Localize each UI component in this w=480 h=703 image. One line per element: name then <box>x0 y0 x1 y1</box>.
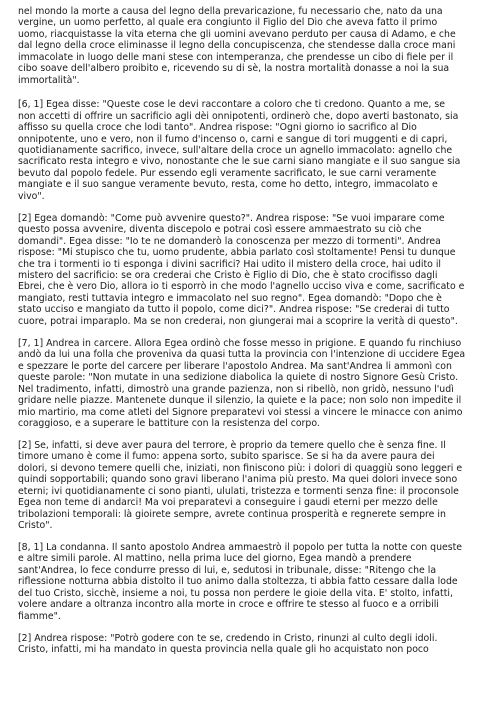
paragraph-7-2: [2] Se, infatti, si deve aver paura del terrore, è proprio da temere quello che è senza fine. Il timore umano è come il fumo: appena sorto, subito sparisce. Se si ha da avere paura dei dolori, si devono temere quelli che, iniziati, non finiscono più: i dolori di quaggiù sono leggeri e quindi sopportabili; quando sono gravi liberano l'anima più presto. Ma quei dolori invece sono eterni; ivi quotidianamente ci sono pianti, ululati, tristezza e tormenti senza fine: il proconsole Egea non teme di andarci! Ma voi preparatevi a conseguire i gaudi eterni per mezzo delle tribolazioni temporali: là gioirete sempre, avrete continua prosperità e regnerete sempre in Cristo". <box>18 439 463 532</box>
paragraph-intro: nel mondo la morte a causa del legno della prevaricazione, fu necessario che, nato da una vergine, un uomo perfetto, al quale era congiunto il Figlio del Dio che aveva fatto il primo uomo, riacquistasse la vita eterna che gli uomini avevano perduto per causa di Adamo, e che dal legno della croce eliminasse il legno della concupiscenza, che stendesse dalla croce mani immacolate in luogo delle mani stese con intemperanza, che prendesse un cibo di fiele per il cibo soave dell'albero proibito e, ricevendo su di sè, la nostra mortalità donasse a noi la sua immortalità". <box>18 6 456 86</box>
paragraph-7-1: [7, 1] Andrea in carcere. Allora Egea ordinò che fosse messo in prigione. E quando fu rinchiuso andò da lui una folla che proveniva da quasi tutta la provincia con l'intenzione di uccidere Egea e spezzare le porte del carcere per liberare l'apostolo Andrea. Ma sant'Andrea li ammonì con queste parole: "Non mutate in una sedizione diabolica la quiete di nostro Signore Gesù Cristo. Nel tradimento, infatti, dimostrò una grande pazienza, non si ribellò, non gridò, nessuno l'udì gridare nelle piazze. Mantenete dunque il silenzio, la quiete e la pace; non solo non impedite il mio martirio, ma come atleti del Signore preparatevi voi stessi a vincere le minacce con animo coraggioso, e a superare le battiture con la resistenza del corpo. <box>18 337 466 429</box>
paragraph-6-2: [2] Egea domandò: "Come può avvenire questo?". Andrea rispose: "Se vuoi imparare come questo possa avvenire, diventa discepolo e potrai così essere ammaestrato su ciò che domandi". Egea disse: "Io te ne domanderò la conoscenza per mezzo di tormenti". Andrea rispose: "Mi stupisco che tu, uomo prudente, abbia parlato così stoltamente! Pensi tu dunque che tra i tormenti io ti esponga i divini sacrifici? Hai udito il mistero della croce, hai udito il mistero del sacrificio: se ora crederai che Cristo è Figlio di Dio, che è stato crocifisso dagli Ebrei, che è vero Dio, allora io ti esporrò in che modo l'agnello ucciso viva e come, sacrificato e mangiato, resti tuttavia integro e immacolato nel suo regno". Egea domandò: "Dopo che è stato ucciso e mangiato da tutto il popolo, come dici?". Andrea rispose: "Se crederai di tutto cuore, potrai imparарlo. Ma se non crederai, non giungerai mai a scoprire la verità di questo". <box>18 212 465 327</box>
paragraph-8-2: [2] Andrea rispose: "Potrò godere con te se, credendo in Cristo, rinunzi al culto degli idoli. Cristo, infatti, mi ha mandato in questa provincia nella quale gli ho acquistato non poco <box>18 632 438 656</box>
paragraph-8-1: [8, 1] La condanna. Il santo apostolo Andrea ammaestrò il popolo per tutta la notte con queste e altre simili parole. Al mattino, nella prima luce del giorno, Egea mandò a prendere sant'Andrea, lo fece condurre presso di lui, e, sedutosi in tribunale, disse: "Ritengo che la riflessione notturna abbia distolto il tuo animo dalla stoltezza, ti abbia fatto cessare dalla lode del tuo Cristo, sicchè, insieme a noi, tu possa non perdere le gioie della vita. E' stolto, infatti, volere andare a oltranza incontro alla morte in croce e offrire te stesso al fuoco e a orribili fiamme". <box>18 542 463 622</box>
paragraph-6-1: [6, 1] Egea disse: "Queste cose le devi raccontare a coloro che ti credono. Quanto a me, se non accetti di offrire un sacrificio agli dèi onnipotenti, ordinerò che, dopo averti bastonato, sia affisso su quella croce che lodi tanto". Andrea rispose: "Ogni giorno io sacrifico al Dio onnipotente, uno e vero, non il fumo d'incenso o, carni e sangue di tori muggenti e di capri, quotidianamente sacrifico, invece, sull'altare della croce un agnello immacolato: agnello che sacrificato resta integro e vivo, nonostante che le sue carni siano mangiate e il suo sangue sia bevuto dal popolo fedele. Pur essendo egli veramente sacrificato, le sue carni veramente mangiate e il suo sangue veramente bevuto, resta, come ho detto, integro, immacolato e vivo". <box>18 99 461 202</box>
